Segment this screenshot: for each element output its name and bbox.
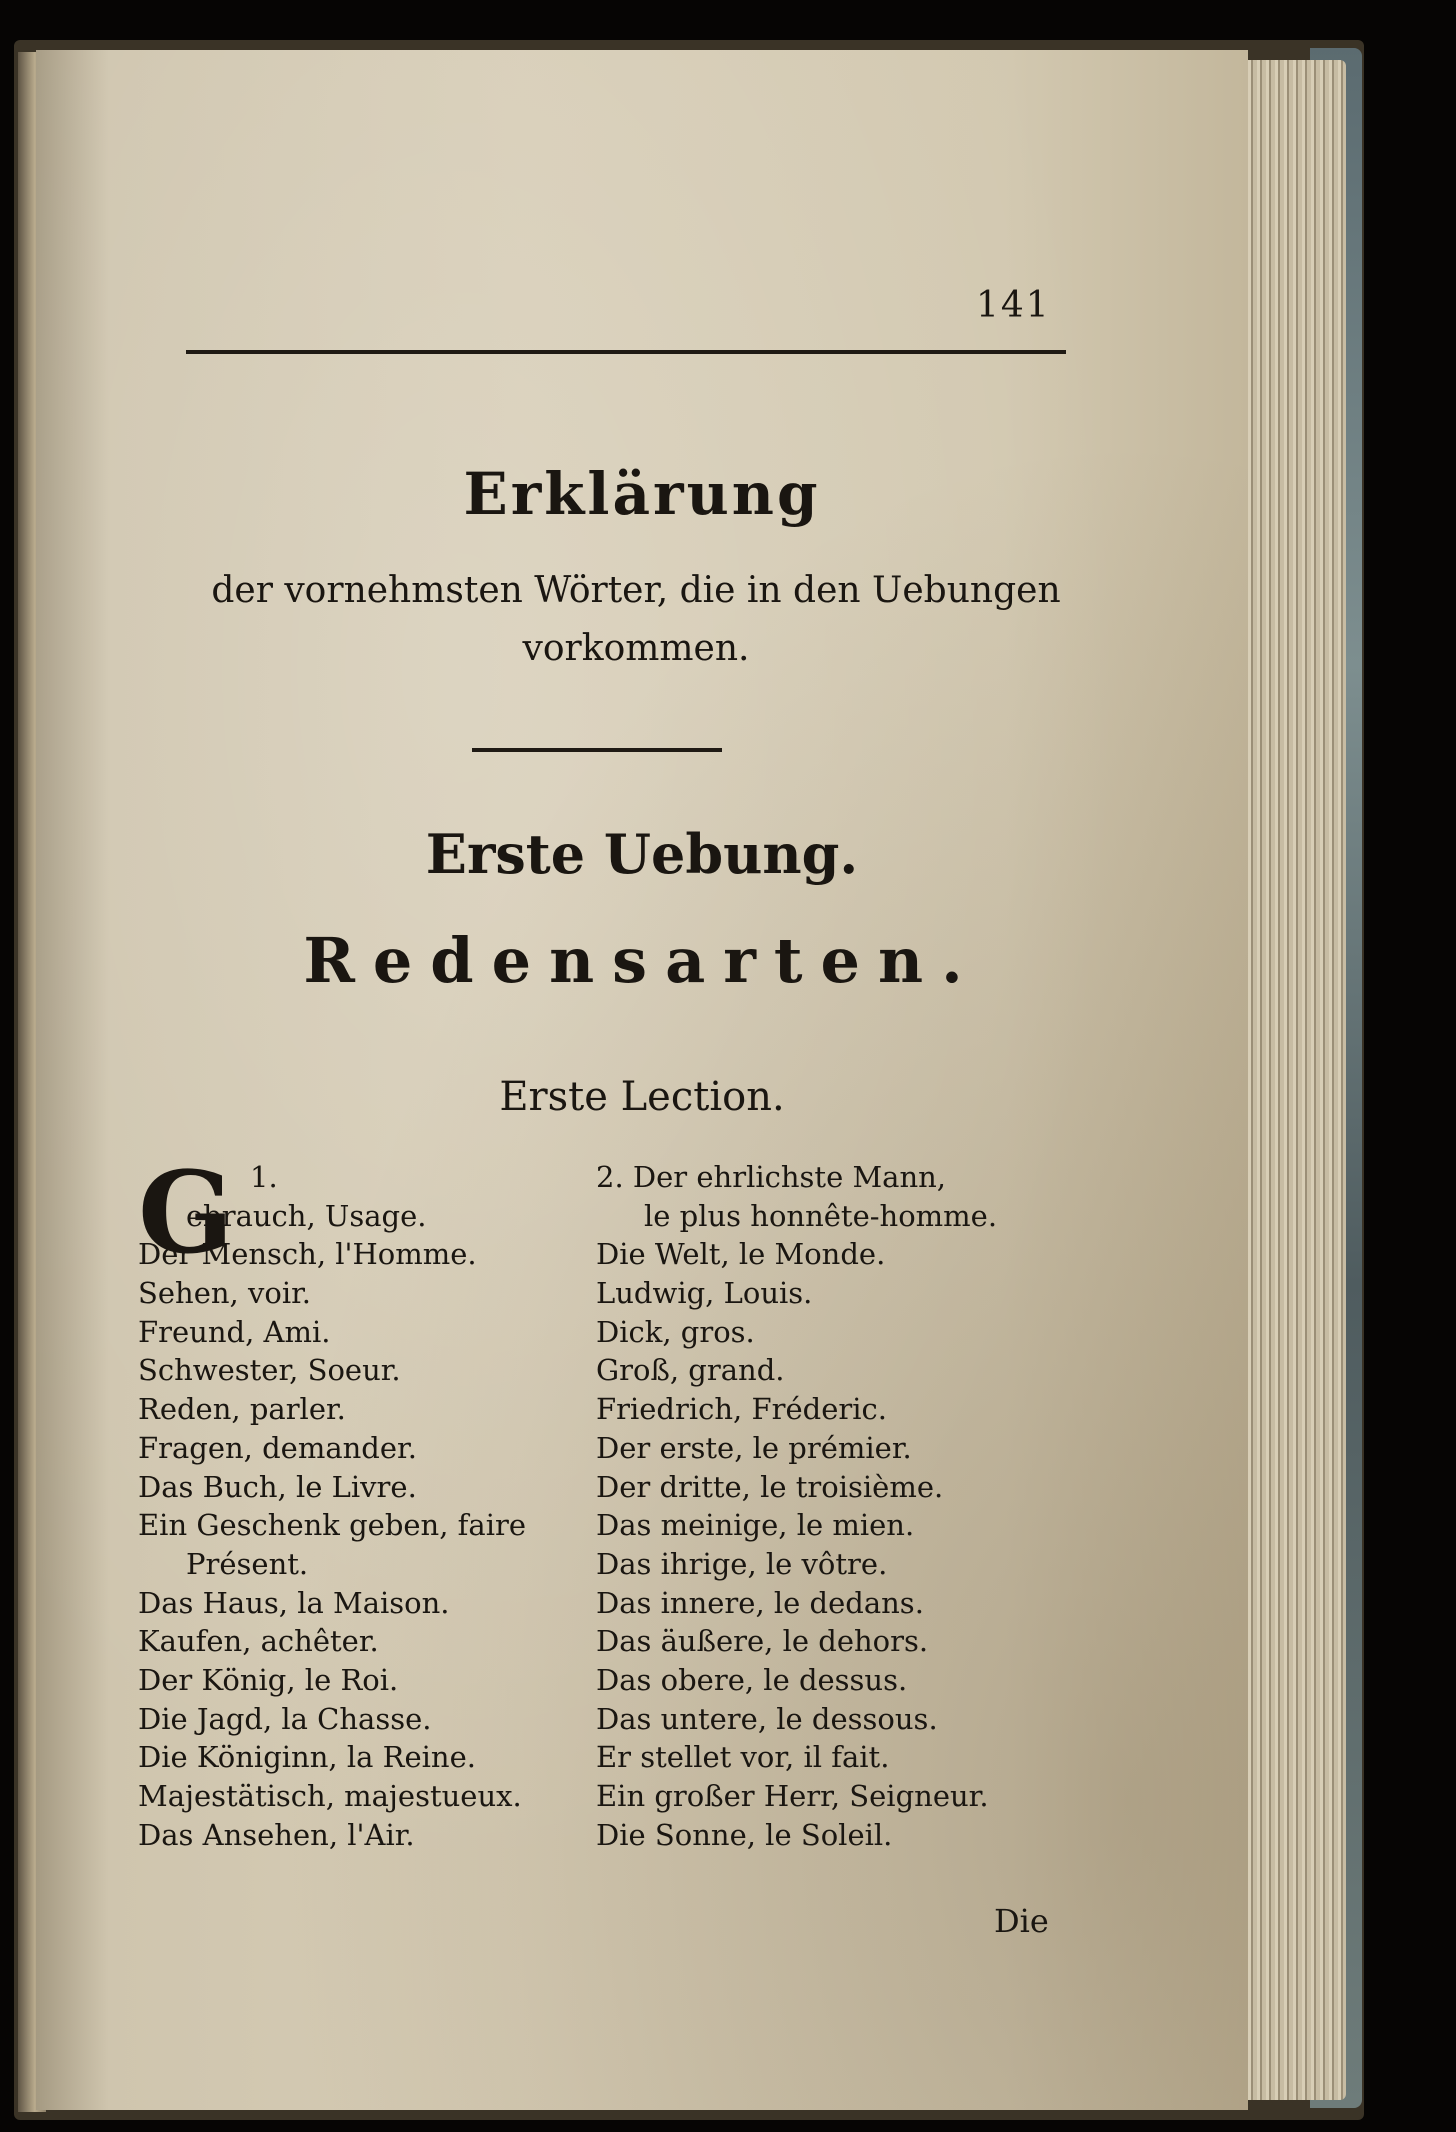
vocab-entry: Die Königinn, la Reine. [138, 1740, 476, 1775]
vocab-entry: Das innere, le dedans. [596, 1585, 924, 1620]
vocab-entry: Die Welt, le Monde. [596, 1237, 886, 1272]
page-title: Erklärung [463, 460, 821, 528]
vocab-entry: Das Haus, la Maison. [138, 1585, 450, 1620]
vocab-entry: Fragen, demander. [138, 1430, 417, 1465]
page-subtitle [136, 562, 1136, 678]
vocab-entry: Das Ansehen, l'Air. [138, 1817, 415, 1852]
vocab-entry: Ein großer Herr, Seigneur. [596, 1779, 989, 1813]
vocab-entry: Schwester, Soeur. [138, 1353, 401, 1388]
page-edges [1248, 60, 1346, 2100]
vocab-entry: Sehen, voir. [138, 1276, 311, 1311]
vocab-entry: Das untere, le dessous. [596, 1701, 938, 1736]
subtitle-line-2: vorkommen. [522, 628, 750, 669]
header-rule [186, 350, 1066, 354]
vocab-entry: Der König, le Roi. [138, 1662, 399, 1697]
vocab-entry: 2. Der ehrlichste Mann, [596, 1160, 947, 1194]
vocab-entry: Groß, grand. [596, 1353, 785, 1388]
page [36, 50, 1248, 2110]
vocab-entry: Der Mensch, l'Homme. [138, 1237, 477, 1272]
vocab-entry: Reden, parler. [138, 1392, 346, 1427]
vocab-entry: Der erste, le prémier. [596, 1430, 912, 1465]
vocab-entry: Friedrich, Fréderic. [596, 1392, 887, 1427]
drop-cap: G [138, 1148, 234, 1279]
vocab-entry: Dick, gros. [596, 1314, 755, 1349]
vocab-entry: Ein Geschenk geben, faire [138, 1508, 526, 1543]
subtitle-line-1: der vornehmsten Wörter, die in den Uebungen [211, 570, 1061, 611]
vocab-entry: le plus honnête-homme. [644, 1198, 998, 1233]
vocab-entry: Ludwig, Louis. [596, 1276, 813, 1311]
vocab-entry: Der dritte, le troisième. [596, 1469, 944, 1504]
vocab-entry: Présent. [186, 1546, 309, 1581]
vocab-entry: Das obere, le dessus. [596, 1662, 908, 1697]
vocab-entry: Freund, Ami. [138, 1314, 331, 1349]
vocab-entry: Das äußere, le dehors. [596, 1624, 929, 1659]
vocab-entry: ebrauch, Usage. [186, 1198, 427, 1233]
catchword: Die [994, 1902, 1049, 1940]
separator-rule [472, 748, 722, 752]
entry-number: 1. [250, 1160, 278, 1194]
vocab-entry: Er stellet vor, il fait. [596, 1740, 890, 1775]
vocab-entry: Das Buch, le Livre. [138, 1469, 417, 1504]
right-column [596, 1158, 1116, 1854]
exercise-heading: Erste Uebung. [425, 822, 859, 886]
vocab-entry: Die Sonne, le Soleil. [596, 1817, 893, 1852]
vocab-entry: Das ihrige, le vôtre. [596, 1546, 888, 1581]
page-number: 141 [976, 285, 1051, 326]
vocab-entry: Kaufen, achêter. [138, 1624, 379, 1659]
vocab-entry: Das meinige, le mien. [596, 1508, 915, 1543]
left-column [138, 1148, 608, 1854]
section-heading: Erste Lection. [499, 1074, 785, 1120]
vocab-entry: Majestätisch, majestueux. [138, 1779, 522, 1813]
phrases-heading: Redensarten. [303, 924, 981, 997]
vocab-entry: Die Jagd, la Chasse. [138, 1701, 432, 1736]
